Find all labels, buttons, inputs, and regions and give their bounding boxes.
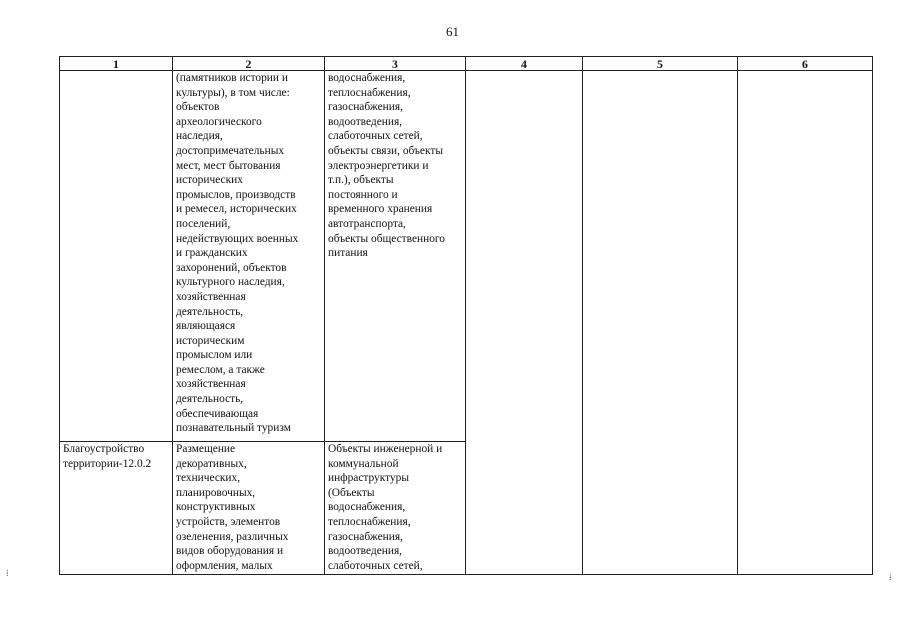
header-col-5: 5 [583,57,738,71]
header-col-2: 2 [173,57,325,71]
left-edge-mark: ⁞ [6,568,8,578]
table-row [60,71,873,442]
table-header-row [60,57,873,71]
header-col-3: 3 [325,57,466,71]
cell-row1-col3: водоснабжения, теплоснабжения, газоснабжения, водоотведения, слаботочных сетей, объекты связи, объекты электроэнергетики и т.п.), объекты постоянного и временного хранения автотранспорта, объекты общественного питания [325,71,466,442]
cell-row1-col1 [60,71,173,442]
cell-row2-col3: Объекты инженерной и коммунальной инфраструктуры (Объекты водоснабжения, теплоснабжения, газоснабжения, водоотведения, слаботочных сетей, [325,442,466,575]
cell-row2-col2: Размещение декоративных, технических, планировочных, конструктивных устройств, элементов озеленения, различных видов оборудования и оформления, малых [173,442,325,575]
right-edge-mark: ⁞ [889,572,891,582]
cell-row1-col2: (памятников истории и культуры), в том числе: объектов археологического наследия, достопримечательных мест, мест бытования исторических промыслов, производств и ремесел, исторических поселений, недействующих военных и гражданских захоронений, объектов культурного наследия, хозяйственная деятельность, являющаяся историческим промыслом или ремеслом, а также хозяйственная деятельность, обеспечивающая познавательный туризм [173,71,325,442]
cell-col4-merged [466,71,583,575]
document-table [59,56,873,575]
header-col-6: 6 [738,57,873,71]
cell-col5-merged [583,71,738,575]
cell-row2-col1: Благоустройство территории-12.0.2 [60,442,173,575]
header-col-1: 1 [60,57,173,71]
cell-col6-merged [738,71,873,575]
page-number: 61 [446,24,459,39]
header-col-4: 4 [466,57,583,71]
